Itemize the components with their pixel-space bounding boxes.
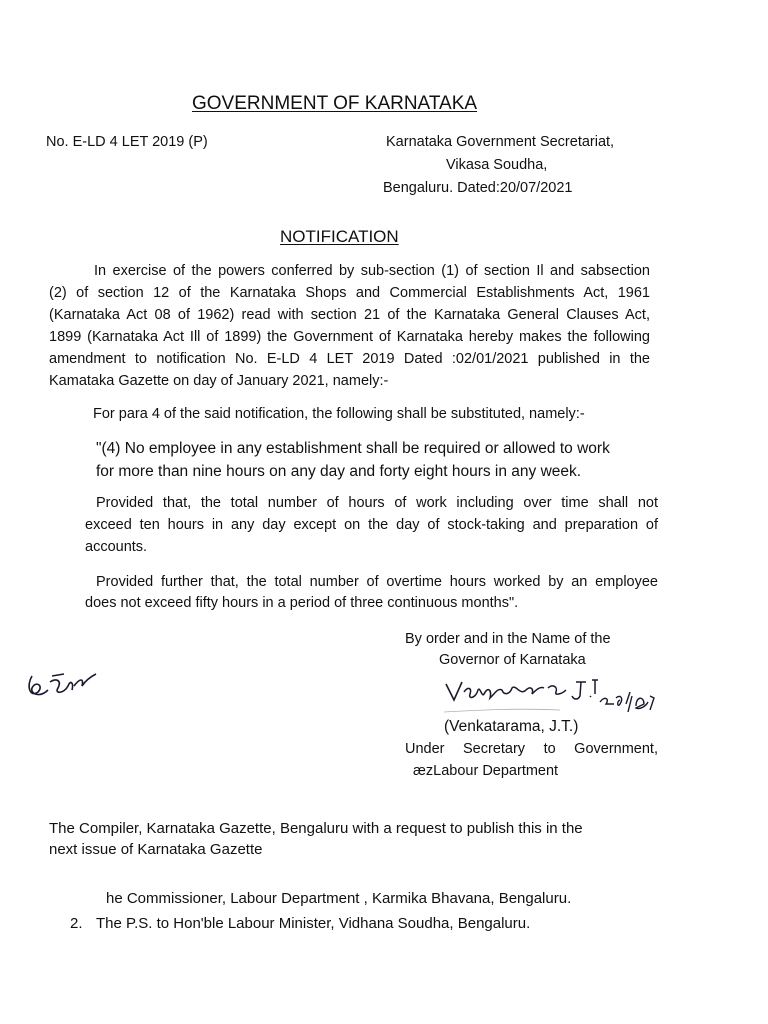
recipient-line: The Compiler, Karnataka Gazette, Bengaluru with a request to publish this in the [49, 820, 583, 837]
handwritten-initials [22, 664, 102, 706]
handwritten-signature [440, 672, 680, 720]
preamble-line: 1899 (Karnataka Act Ill of 1899) the Government of Karnataka hereby makes the following [49, 329, 650, 345]
office-line-1: Karnataka Government Secretariat, [386, 134, 615, 150]
clause-line: "(4) No employee in any establishment shall be required or allowed to work [96, 440, 610, 457]
proviso-1-line: exceed ten hours in any day except on the day of stock-taking and preparation of [85, 517, 658, 533]
document-title: GOVERNMENT OF KARNATAKA [192, 93, 478, 114]
proviso-1-line: accounts. [85, 539, 148, 555]
signature-order-line: By order and in the Name of the [405, 631, 611, 647]
proviso-1-line: Provided that, the total number of hours of work including over time shall not [96, 495, 658, 511]
recipient-line: next issue of Karnataka Gazette [49, 841, 263, 858]
copy-list-number: 2. [70, 915, 83, 932]
preamble-line: Kamataka Gazette on day of January 2021, namely:- [49, 373, 389, 389]
preamble-line: (Karnataka Act 08 of 1962) read with section 21 of the Karnataka General Clauses Act, [49, 307, 650, 323]
signatory-department: æzLabour Department [413, 763, 559, 779]
proviso-2-line: Provided further that, the total number of overtime hours worked by an employee [96, 574, 658, 590]
signature-governor-line: Governor of Karnataka [439, 652, 586, 668]
copy-list-item: he Commissioner, Labour Department , Karmika Bhavana, Bengaluru. [106, 890, 572, 907]
para4-intro: For para 4 of the said notification, the following shall be substituted, namely:- [93, 406, 585, 422]
preamble-line: (2) of section 12 of the Karnataka Shops and Commercial Establishments Act, 1961 [49, 285, 650, 301]
proviso-2-line: does not exceed fifty hours in a period of three continuous months". [85, 595, 519, 611]
signatory-designation: Under Secretary to Government, [405, 741, 658, 757]
signatory-name: (Venkatarama, J.T.) [444, 718, 579, 735]
notification-heading: NOTIFICATION [280, 227, 399, 246]
copy-list-item: The P.S. to Hon'ble Labour Minister, Vidhana Soudha, Bengaluru. [96, 915, 531, 932]
preamble-line: amendment to notification No. E-LD 4 LET 2019 Dated :02/01/2021 published in the [49, 351, 650, 367]
reference-number: No. E-LD 4 LET 2019 (P) [46, 134, 208, 150]
office-date-line: Bengaluru. Dated:20/07/2021 [383, 180, 573, 196]
clause-line: for more than nine hours on any day and forty eight hours in any week. [96, 463, 582, 480]
office-line-2: Vikasa Soudha, [446, 157, 548, 173]
preamble-line: In exercise of the powers conferred by sub-section (1) of section Il and sabsection [94, 263, 650, 279]
